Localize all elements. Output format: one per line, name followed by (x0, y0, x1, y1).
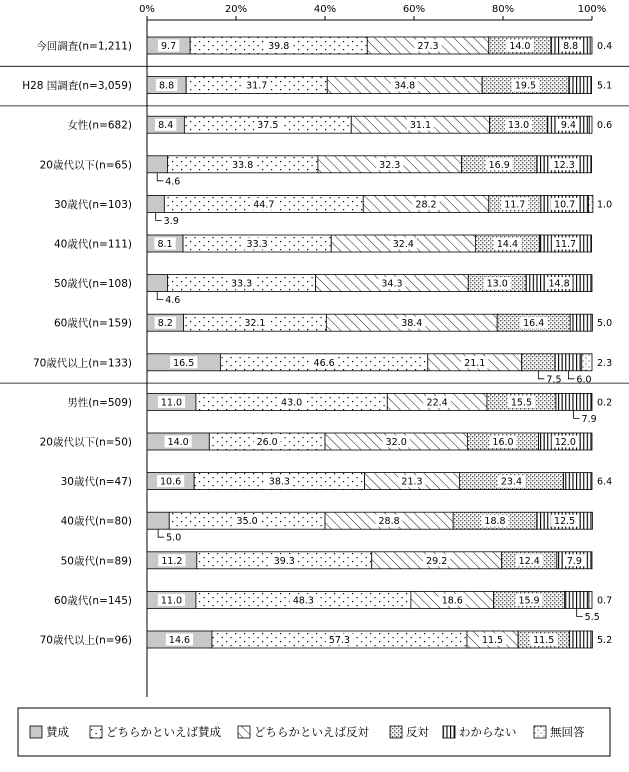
data-label: 23.4 (500, 476, 523, 488)
data-label: 16.4 (523, 318, 545, 330)
legend-item (534, 725, 585, 739)
bar-row (54, 314, 612, 331)
category-label: 30歳代(n=103) (53, 198, 132, 211)
legend-label: 無回答 (550, 725, 585, 739)
bar-segment-わからない (564, 473, 592, 490)
data-label: 34.8 (394, 80, 416, 92)
category-label: 20歳代以下(n=65) (39, 159, 132, 172)
leader-line (157, 173, 163, 181)
x-tick-label: 100% (577, 4, 607, 15)
data-label: 7.9 (581, 413, 597, 425)
bar-segment-わからない (570, 314, 592, 331)
data-label: 14.0 (167, 437, 189, 448)
data-label: 5.5 (584, 611, 600, 623)
data-label: 10.6 (160, 476, 182, 488)
category-label: 40歳代(n=80) (60, 515, 132, 528)
leader-line (568, 371, 574, 379)
data-label: 14.4 (496, 239, 519, 250)
bar-row (54, 235, 592, 252)
legend-swatch (30, 726, 42, 738)
category-label: 男性(n=509) (67, 396, 132, 409)
bar-segment-無回答 (582, 354, 592, 371)
data-label: 31.7 (246, 80, 268, 92)
data-label: 1.0 (597, 199, 613, 211)
category-label: 30歳代(n=47) (60, 476, 132, 489)
data-label: 35.0 (236, 516, 258, 528)
data-label: 32.1 (244, 318, 266, 330)
bar-row (0, 77, 629, 106)
data-label: 14.0 (509, 41, 531, 52)
bar-segment-わからない (556, 393, 591, 410)
legend-label: 賛成 (46, 725, 69, 739)
data-label: 16.5 (173, 357, 195, 369)
legend-label: どちらかといえば反対 (254, 725, 369, 739)
bar-segment-無回答 (589, 116, 592, 133)
legend-item (90, 725, 221, 739)
bar-row (0, 37, 629, 66)
data-label: 14.8 (548, 278, 570, 290)
data-label: 5.0 (597, 318, 613, 330)
data-label: 38.4 (401, 318, 423, 330)
data-label: 0.2 (597, 397, 613, 409)
data-label: 11.7 (554, 239, 577, 250)
data-label: 0.6 (597, 120, 613, 132)
data-label: 8.2 (157, 318, 173, 330)
x-tick-label: 80% (491, 4, 515, 15)
legend-swatch (390, 726, 402, 738)
data-label: 11.0 (160, 595, 183, 607)
category-label: 60歳代(n=145) (53, 594, 132, 607)
category-label: H28 国調査(n=3,059) (22, 80, 132, 93)
bar-row (40, 433, 592, 450)
data-label: 13.0 (507, 120, 530, 132)
bar-segment-賛成 (147, 195, 164, 212)
data-label: 3.9 (163, 215, 179, 227)
data-label: 33.3 (246, 239, 268, 250)
data-label: 8.1 (157, 239, 173, 250)
data-label: 22.4 (426, 397, 448, 409)
data-label: 18.8 (484, 516, 506, 528)
category-label: 70歳代以上(n=96) (39, 634, 132, 647)
legend-item (390, 725, 429, 739)
data-label: 12.0 (554, 437, 576, 448)
data-label: 11.7 (504, 199, 526, 211)
bar-row (0, 354, 629, 386)
data-label: 11.5 (533, 635, 555, 646)
data-label: 29.2 (426, 555, 448, 567)
data-label: 33.3 (230, 278, 253, 290)
data-label: 14.6 (168, 635, 191, 646)
legend-label: どちらかといえば賛成 (106, 725, 221, 739)
data-label: 4.6 (165, 295, 181, 307)
data-label: 15.5 (510, 397, 533, 409)
leader-line (156, 212, 162, 220)
data-label: 32.4 (392, 239, 414, 250)
data-label: 7.9 (566, 555, 582, 567)
data-label: 6.0 (576, 374, 592, 386)
data-label: 8.4 (158, 120, 174, 132)
data-label: 57.3 (328, 635, 351, 646)
data-label: 27.3 (417, 41, 439, 52)
bar-segment-賛成 (147, 275, 167, 292)
data-label: 0.4 (597, 41, 613, 52)
leader-line (158, 529, 164, 537)
category-label: 50歳代(n=89) (60, 555, 132, 568)
bar-segment-わからない (564, 591, 588, 608)
legend-swatch (90, 726, 102, 738)
data-label: 43.0 (281, 397, 303, 409)
data-label: 8.8 (159, 80, 175, 92)
bar-segment-無回答 (588, 195, 592, 212)
data-label: 38.3 (268, 476, 290, 488)
data-label: 19.5 (514, 80, 537, 92)
bar-segment-無回答 (591, 393, 592, 410)
bar-row (54, 591, 612, 623)
bar-segment-わからない (569, 77, 592, 94)
data-label: 28.2 (415, 199, 437, 211)
legend-item (30, 725, 69, 739)
leader-line (577, 608, 583, 616)
x-tick-label: 20% (224, 4, 248, 15)
bar-row (61, 552, 592, 569)
bar-row (61, 473, 612, 490)
data-label: 0.7 (597, 595, 613, 607)
legend-swatch (238, 726, 250, 738)
data-label: 39.3 (273, 555, 295, 567)
bar-row (40, 156, 592, 188)
data-label: 5.2 (597, 635, 613, 646)
data-label: 12.5 (554, 516, 576, 528)
data-label: 28.8 (378, 516, 400, 528)
data-label: 26.0 (256, 437, 278, 448)
legend-swatch (534, 726, 546, 738)
category-label: 70歳代以上(n=133) (32, 357, 132, 370)
legend-label: わからない (459, 725, 517, 739)
data-label: 8.8 (563, 41, 579, 52)
x-tick-label: 60% (402, 4, 426, 15)
bar-row (61, 512, 593, 544)
data-label: 32.3 (379, 159, 401, 171)
legend-swatch (443, 726, 455, 738)
data-label: 46.6 (313, 357, 335, 369)
category-label: 20歳代以下(n=50) (39, 436, 132, 449)
bar-segment-わからない (555, 354, 582, 371)
data-label: 48.3 (292, 595, 314, 607)
data-label: 11.5 (481, 635, 504, 646)
data-label: 39.8 (268, 41, 290, 52)
legend-label: 反対 (406, 725, 429, 739)
data-label: 37.5 (257, 120, 279, 132)
data-label: 44.7 (253, 199, 275, 211)
data-label: 32.0 (385, 437, 407, 448)
bar-row (67, 116, 612, 133)
data-label: 12.3 (553, 159, 575, 171)
category-label: 女性(n=682) (67, 119, 132, 132)
data-label: 21.3 (401, 476, 423, 488)
bar-row (54, 195, 612, 227)
legend-item (443, 725, 517, 739)
data-label: 5.1 (597, 80, 613, 92)
data-label: 7.5 (546, 374, 562, 386)
data-label: 21.1 (464, 357, 486, 369)
bar-segment-無回答 (590, 37, 592, 54)
data-label: 16.9 (488, 159, 510, 171)
data-label: 11.2 (161, 555, 183, 567)
bar-row (67, 393, 612, 425)
data-label: 15.9 (518, 595, 540, 607)
category-label: 50歳代(n=108) (53, 278, 132, 291)
bar-segment-無回答 (589, 591, 592, 608)
data-label: 34.3 (381, 278, 403, 290)
data-label: 33.8 (232, 159, 254, 171)
data-label: 13.0 (486, 278, 508, 290)
data-label: 31.1 (409, 120, 432, 132)
data-label: 16.0 (492, 437, 514, 448)
leader-line (538, 371, 544, 379)
category-label: 40歳代(n=111) (53, 238, 132, 251)
bar-row (54, 275, 592, 307)
data-label: 5.0 (166, 532, 182, 544)
bar-row (40, 631, 612, 648)
data-label: 10.7 (554, 199, 576, 211)
category-label: 今回調査(n=1,211) (36, 40, 132, 53)
x-tick-label: 0% (139, 4, 155, 15)
data-label: 6.4 (597, 476, 613, 488)
data-label: 9.7 (161, 41, 177, 52)
category-label: 60歳代(n=159) (53, 317, 132, 330)
bar-segment-わからない (569, 631, 592, 648)
data-label: 11.0 (160, 397, 183, 409)
leader-line (157, 292, 163, 300)
legend-item (238, 725, 369, 739)
bar-segment-賛成 (147, 156, 167, 173)
data-label: 12.4 (518, 555, 540, 567)
bar-segment-反対 (522, 354, 555, 371)
data-label: 2.3 (597, 357, 613, 369)
data-label: 4.6 (165, 176, 181, 188)
data-label: 18.6 (441, 595, 463, 607)
leader-line (574, 410, 580, 418)
bar-segment-賛成 (147, 512, 169, 529)
data-label: 9.4 (560, 120, 576, 132)
x-tick-label: 40% (313, 4, 337, 15)
